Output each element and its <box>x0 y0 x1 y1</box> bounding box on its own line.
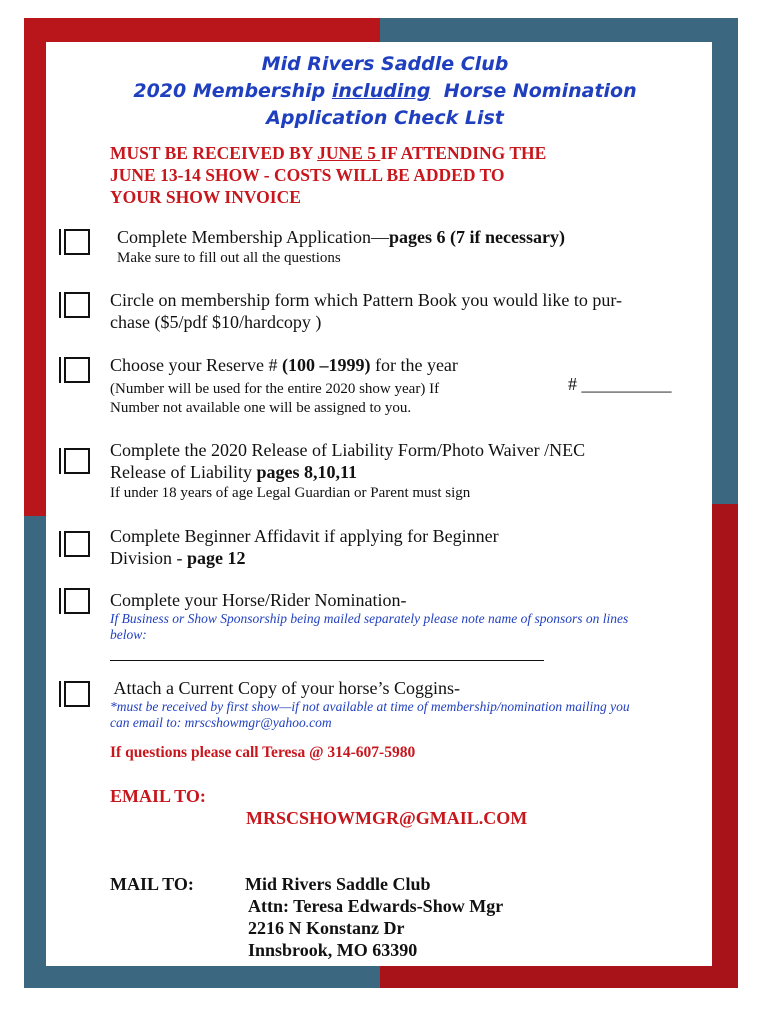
warning-line1-post: IF ATTENDING THE <box>380 143 547 163</box>
warning-deadline-date: JUNE 5 <box>317 143 381 163</box>
item1-pages: pages 6 (7 if necessary) <box>388 227 565 247</box>
item6-note-line2: below: <box>110 627 147 642</box>
email-label: EMAIL TO: <box>110 786 206 806</box>
item-pattern-book <box>110 289 710 333</box>
mail-address-line3: 2216 N Konstanz Dr <box>248 918 405 938</box>
checkbox-pattern-book[interactable] <box>64 292 90 318</box>
mail-address-line1: Mid Rivers Saddle Club <box>245 874 431 894</box>
item4-pages: pages 8,10,11 <box>256 462 357 482</box>
checkbox-reserve-number[interactable] <box>64 357 90 383</box>
item-membership-application <box>117 226 565 248</box>
item4-line2 <box>110 461 710 483</box>
item-horse-rider-nomination: Complete your Horse/Rider Nomination- <box>110 590 407 610</box>
warning-line1-pre: MUST BE RECEIVED BY <box>110 143 318 163</box>
title-checklist: Application Check List <box>266 107 504 129</box>
item1-text: Complete Membership Application— <box>117 227 389 247</box>
warning-line3: YOUR SHOW INVOICE <box>110 187 301 207</box>
warning-line1 <box>110 142 670 164</box>
item-reserve-number <box>110 354 458 376</box>
item-release-of-liability <box>110 439 710 483</box>
item5-line2 <box>110 547 710 569</box>
mail-address-line2: Attn: Teresa Edwards-Show Mgr <box>248 896 504 916</box>
title-line2-underlined: including <box>331 80 431 102</box>
checkbox-horse-rider-nomination[interactable] <box>64 588 90 614</box>
item3-note-line1: (Number will be used for the entire 2020 show year) If <box>110 381 440 397</box>
checkbox-membership-application[interactable] <box>64 229 90 255</box>
item2-line2: chase ($5/pdf $10/hardcopy ) <box>110 312 322 332</box>
title-line2-post: Horse Nomination <box>430 80 637 102</box>
item4-note: If under 18 years of age Legal Guardian or Parent must sign <box>110 485 471 501</box>
item2-line1: Circle on membership form which Pattern Book you would like to pur- <box>110 290 623 310</box>
checkbox-coggins[interactable] <box>64 681 90 707</box>
item4-line2-text: Release of Liability <box>110 462 257 482</box>
item6-note <box>110 611 700 643</box>
item4-line1: Complete the 2020 Release of Liability Form/Photo Waiver /NEC <box>110 440 586 460</box>
item7-note <box>110 699 700 731</box>
item3-range: (100 –1999) <box>281 355 371 375</box>
item5-line1: Complete Beginner Affidavit if applying for Beginner <box>110 526 499 546</box>
checkbox-release-of-liability[interactable] <box>64 448 90 474</box>
title-line2-pre: 2020 Membership <box>133 80 332 102</box>
title-membership <box>0 80 770 102</box>
questions-phone: If questions please call Teresa @ 314-607-5980 <box>110 744 416 761</box>
mail-label: MAIL TO: <box>110 874 194 894</box>
mail-address-line4: Innsbrook, MO 63390 <box>248 940 418 960</box>
email-address[interactable]: MRSCSHOWMGR@GMAIL.COM <box>246 808 528 828</box>
item3-text-post: for the year <box>370 355 458 375</box>
title-club-name: Mid Rivers Saddle Club <box>261 53 509 75</box>
item1-note: Make sure to fill out all the questions <box>117 250 341 266</box>
item7-note-line1: *must be received by first show—if not available at time of membership/nomination mailing you <box>110 699 630 714</box>
item7-note-line2: can email to: mrscshowmgr@yahoo.com <box>110 715 332 730</box>
item6-note-line1: If Business or Show Sponsorship being mailed separately please note name of sponsors on lines <box>110 611 629 626</box>
item5-line2-text: Division - <box>110 548 188 568</box>
deadline-warning <box>110 142 670 208</box>
item5-page: page 12 <box>187 548 246 568</box>
item3-text: Choose your Reserve # <box>110 355 282 375</box>
warning-line2: JUNE 13-14 SHOW - COSTS WILL BE ADDED TO <box>110 165 505 185</box>
item-beginner-affidavit <box>110 525 710 569</box>
reserve-number-field[interactable]: # __________ <box>568 374 672 394</box>
sponsor-name-line[interactable] <box>110 660 544 661</box>
item-coggins: Attach a Current Copy of your horse’s Coggins- <box>110 678 460 698</box>
item3-note-line2: Number not available one will be assigned to you. <box>110 400 412 416</box>
checkbox-beginner-affidavit[interactable] <box>64 531 90 557</box>
